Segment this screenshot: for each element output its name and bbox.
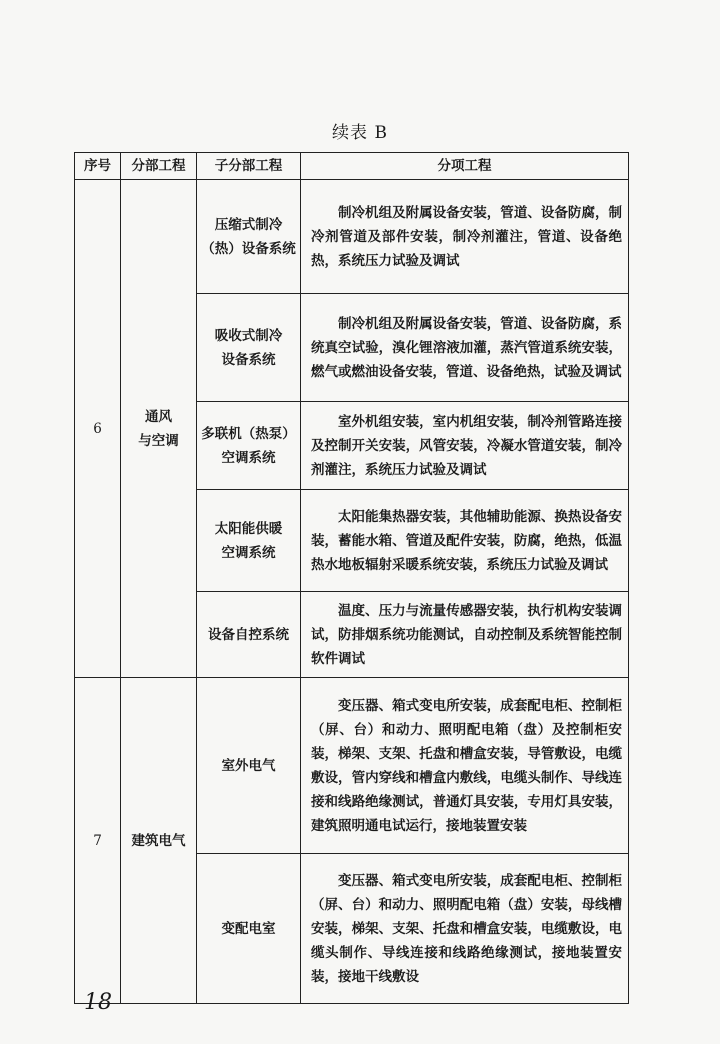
items-text: 变压器、箱式变电所安装，成套配电柜、控制柜（屏、台）和动力、照明配电箱（盘）安装，母线槽安装，梯架、支架、托盘和槽盒安装，电缆敷设，电缆头制作、导线连接和线路绝缘测试，接地装置安装，接地干线敷设 xyxy=(301,854,629,1004)
table-row xyxy=(75,180,629,294)
page-number: 18 xyxy=(84,990,112,1015)
row-number: 7 xyxy=(75,678,121,1004)
items-text: 制冷机组及附属设备安装，管道、设备防腐，系统真空试验，溴化锂溶液加灌，蒸汽管道系统安装，燃气或燃油设备安装，管道、设备绝热，试验及调试 xyxy=(301,294,629,402)
subdivision-name: 室外电气 xyxy=(197,678,301,854)
header-items: 分项工程 xyxy=(301,153,629,180)
spec-table xyxy=(74,152,629,1004)
items-text: 温度、压力与流量传感器安装，执行机构安装调试，防排烟系统功能测试，自动控制及系统智能控制软件调试 xyxy=(301,592,629,678)
subdivision-name: 压缩式制冷 （热）设备系统 xyxy=(197,180,301,294)
subdivision-name: 设备自控系统 xyxy=(197,592,301,678)
items-text: 太阳能集热器安装，其他辅助能源、换热设备安装，蓄能水箱、管道及配件安装，防腐，绝热，低温热水地板辐射采暖系统安装，系统压力试验及调试 xyxy=(301,490,629,592)
header-row xyxy=(75,153,629,180)
header-no: 序号 xyxy=(75,153,121,180)
table-row xyxy=(75,678,629,854)
subdivision-name: 太阳能供暖 空调系统 xyxy=(197,490,301,592)
items-text: 室外机组安装，室内机组安装，制冷剂管路连接及控制开关安装，风管安装，冷凝水管道安装，制冷剂灌注，系统压力试验及调试 xyxy=(301,402,629,490)
header-division: 分部工程 xyxy=(121,153,197,180)
subdivision-name: 吸收式制冷 设备系统 xyxy=(197,294,301,402)
items-text: 制冷机组及附属设备安装，管道、设备防腐，制冷剂管道及部件安装，制冷剂灌注，管道、设备绝热，系统压力试验及调试 xyxy=(301,180,629,294)
header-subdivision: 子分部工程 xyxy=(197,153,301,180)
subdivision-name: 变配电室 xyxy=(197,854,301,1004)
division-name: 通风 与空调 xyxy=(121,180,197,678)
table-title: 续表 B xyxy=(332,123,388,143)
division-name: 建筑电气 xyxy=(121,678,197,1004)
subdivision-name: 多联机（热泵） 空调系统 xyxy=(197,402,301,490)
row-number: 6 xyxy=(75,180,121,678)
items-text: 变压器、箱式变电所安装，成套配电柜、控制柜（屏、台）和动力、照明配电箱（盘）及控制柜安装，梯架、支架、托盘和槽盒安装，导管敷设，电缆敷设，管内穿线和槽盒内敷线，电缆头制作、导线连接和线路绝缘测试，普通灯具安装，专用灯具安装，建筑照明通电试运行，接地装置安装 xyxy=(301,678,629,854)
